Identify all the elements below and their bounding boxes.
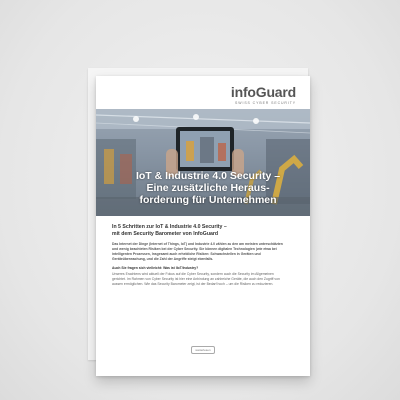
logo-name: infoGuard — [230, 84, 296, 100]
brochure-cover — [96, 76, 310, 376]
logo-tagline: SWISS CYBER SECURITY — [235, 101, 296, 105]
body-text — [112, 224, 288, 287]
hero-image — [96, 109, 310, 216]
intro-paragraph: Das Internet der Dinge (Internet of Things, IoT) und Industrie 4.0 zählen zu den am meisten unterschätzten und wenig beachteten Risiken bei der Cyber Security. Sie können digitalen Technologien (wie etwa bei intelligenten Prozessen, Insgesamt auch erhebliche Risiken: Schwachstellen in Geräten und Geräteüberwachung, und die Zahl der Angriffe steigt ebenfalls. — [112, 242, 283, 261]
subheadline: In 5 Schritten zur IoT & Industrie 4.0 Security – mit dem Security Barometer von InfoGuard — [112, 224, 227, 237]
read-more — [96, 338, 310, 356]
read-more-label: weiterlesen — [191, 346, 214, 354]
infoguard-logo — [231, 84, 296, 105]
body-paragraph: Unseres Erachtens wird aktuell der Fokus auf die Cyber Security, sondern auch die Security im Allgemeinen gerichtet. Im Rahmen von Cyber Security ist hier eine Anbindung an zahlreiche Geräte, die auch den Zugriff von aussen ermöglichen. Wie das Security Barometer zeigt, ist der Bedarf hoch – um die Risiken zu reduzieren. — [112, 272, 280, 286]
question-heading: Auch Sie fragen sich vielleicht: Was ist IIoT/Industry? — [112, 266, 199, 271]
hero-title: IoT & Industrie 4.0 Security – Eine zusätzliche Heraus- forderung für Unternehmen — [135, 170, 281, 206]
